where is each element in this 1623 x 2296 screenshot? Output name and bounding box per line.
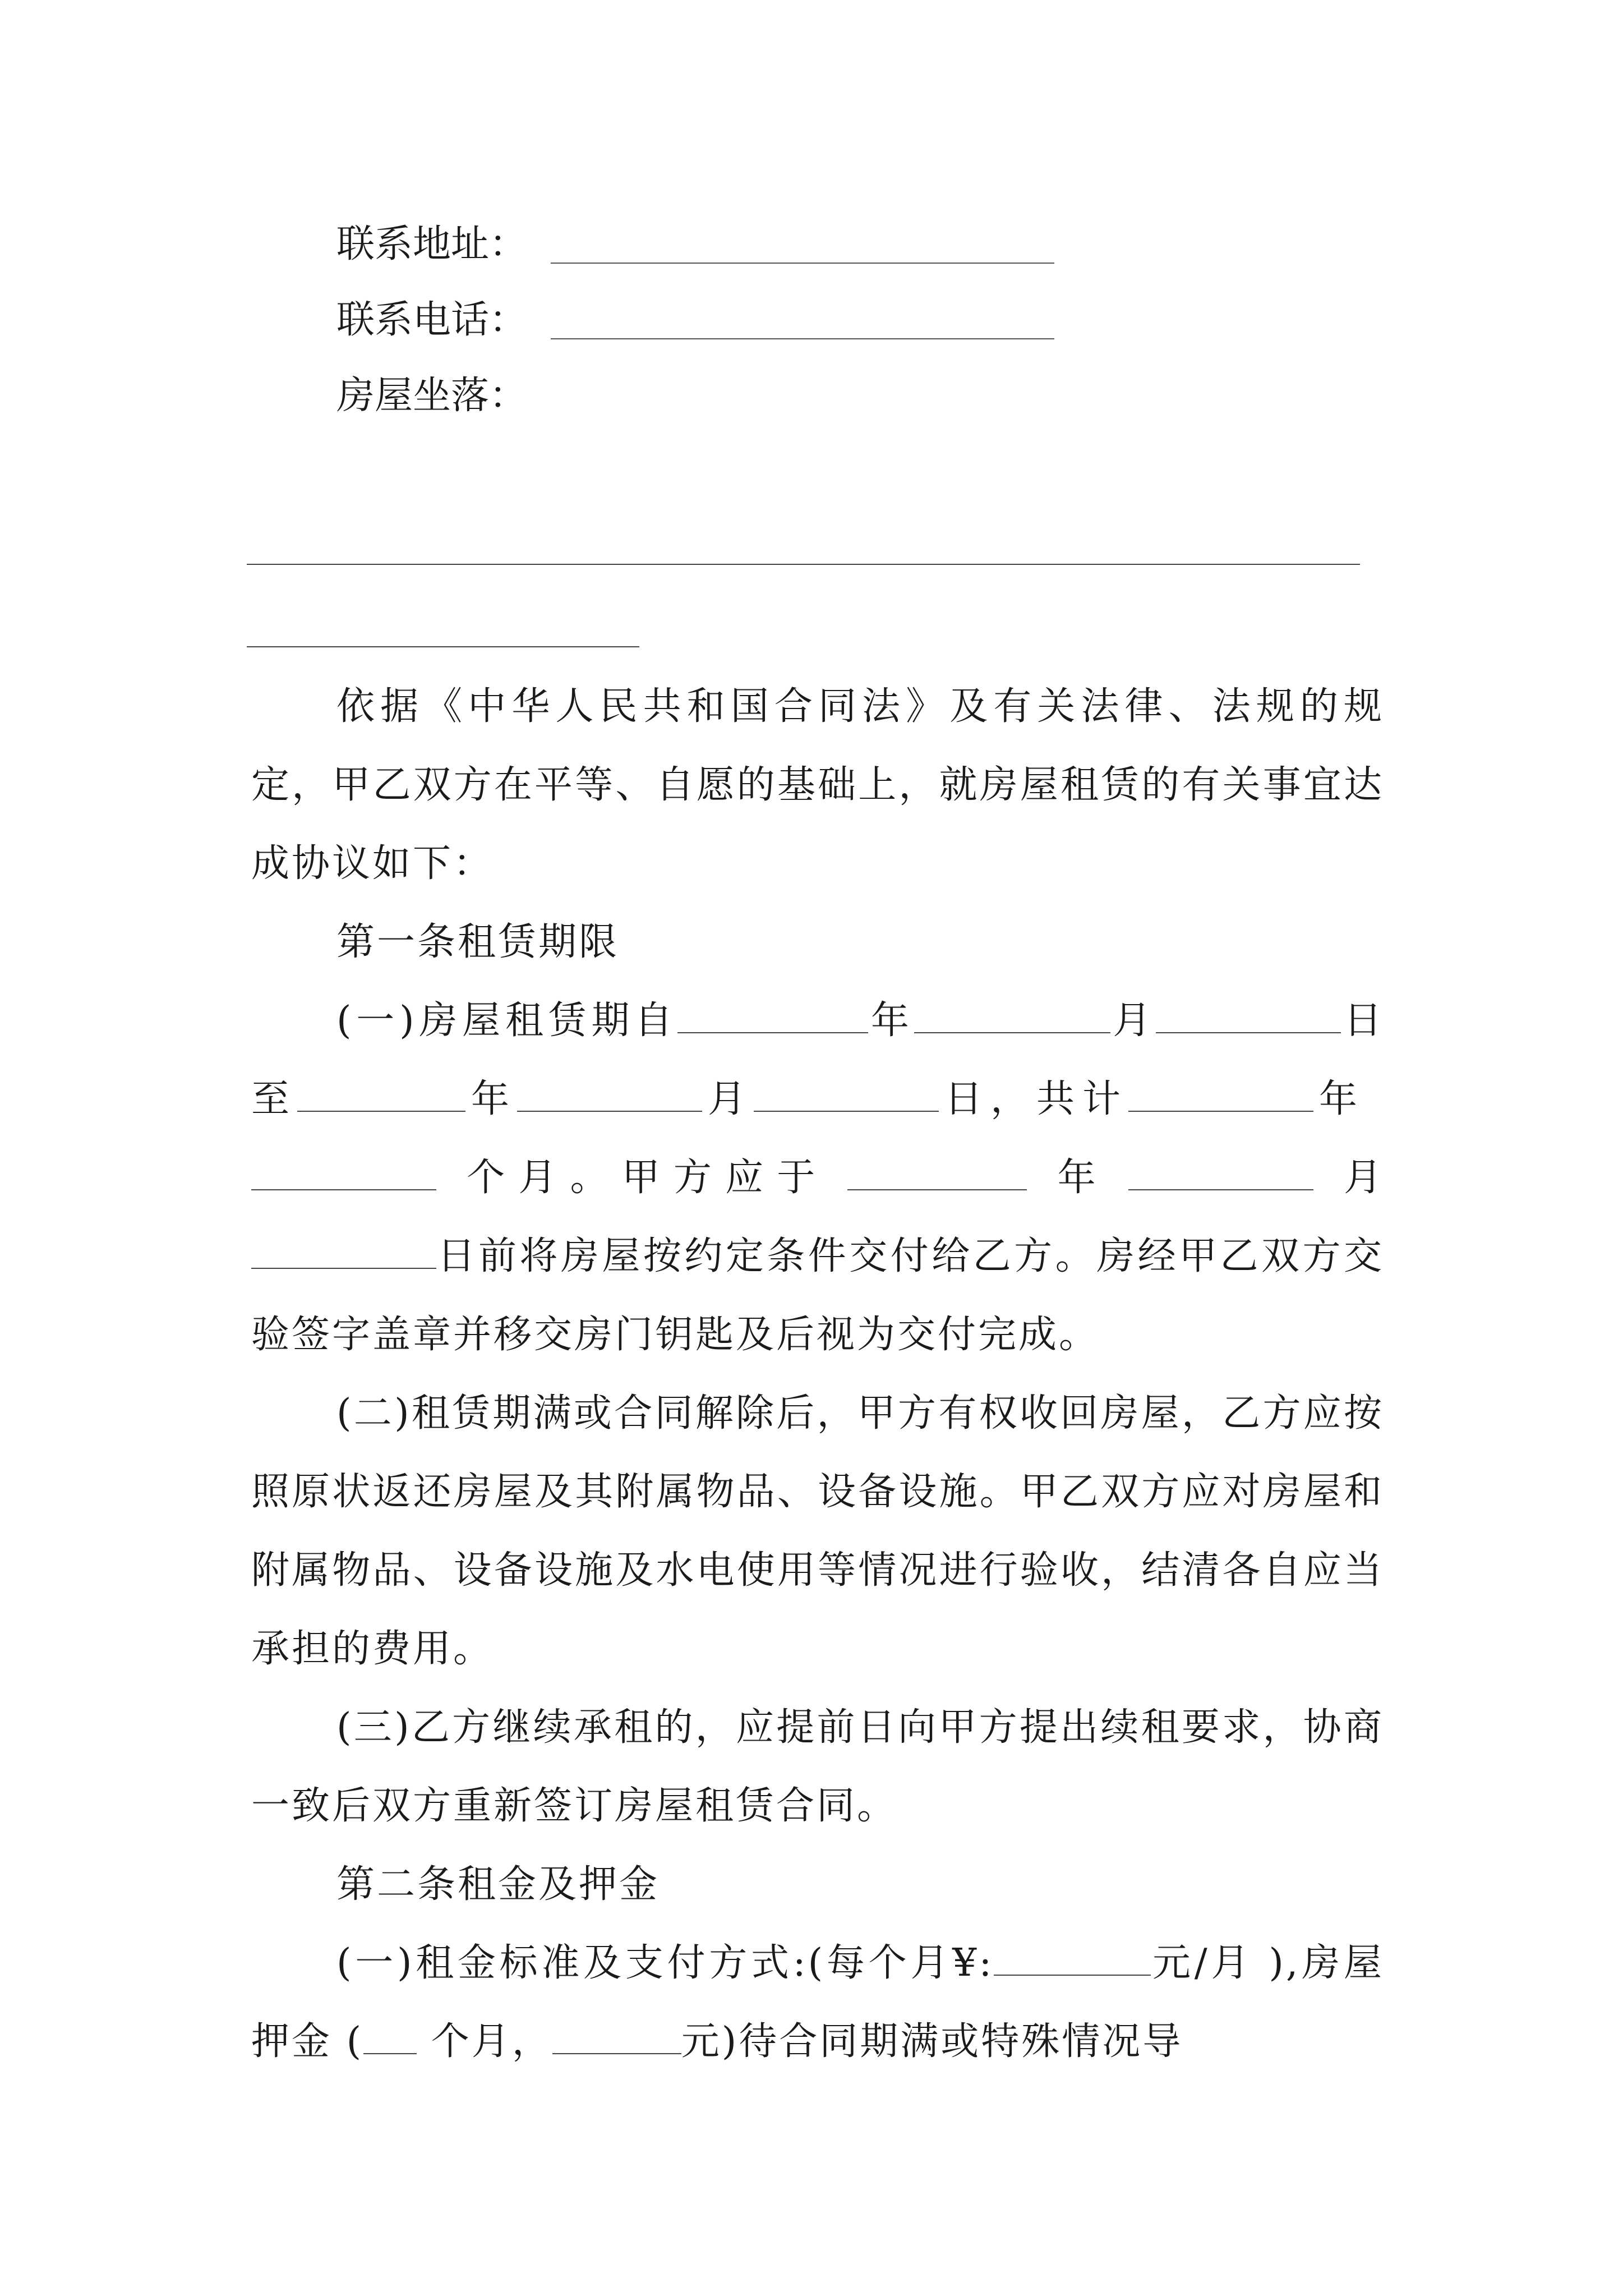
year-text: 年 [1046,1156,1109,1200]
blank [552,2022,681,2054]
article1-title: 第一条租赁期限 [336,920,620,964]
month-text: 月 [1110,999,1156,1043]
month-text: 月 [702,1077,754,1121]
unit-text: 元/月 ), [1151,1941,1301,1985]
year-text: 年 [1313,1077,1365,1121]
blank [994,1943,1151,1976]
blank [297,1079,465,1112]
year-text: 年 [465,1077,517,1121]
year-text: 年 [868,999,914,1043]
months-text: 个月， [417,2019,552,2064]
article1-clause2: (二)租赁期满或合同解除后，甲方有权收回房屋，乙方应按照原状返还房屋及其附属物品、设备设施。甲乙双方应对房屋和附属物品、设备设施及水电使用等情况进行验收，结清各自应当承担的费用。 [251,1391,1384,1671]
article2-clause1 [251,1924,1384,2081]
a2c1-text: (一)租金标准及支付方式:(每个月¥: [336,1941,994,1985]
phone-label: 联系电话： [336,298,528,342]
a1c1-text: (一)房屋租赁期自 [336,999,678,1043]
blank [914,1001,1110,1033]
a1c1-rest: 日前将房屋按约定条件交付给乙方。房经甲乙双方交验签字盖章并移交房门钥匙及后视为交付完成。 [251,1234,1384,1357]
address-label: 联系地址： [336,222,528,266]
intro-paragraph: 依据《中华人民共和国合同法》及有关法律、法规的规定，甲乙双方在平等、自愿的基础上，就房屋租赁的有关事宜达成协议如下： [251,684,1384,886]
article1-clause3: (三)乙方继续承租的，应提前日向甲方提出续租要求，协商一致后双方重新签订房屋租赁合同。 [251,1705,1384,1828]
location-underline-2 [247,646,639,647]
blank [847,1158,1027,1190]
blank [1128,1158,1313,1190]
blank [251,1236,436,1269]
address-underline [551,263,1054,264]
article2-title: 第二条租金及押金 [336,1862,660,1907]
location-underline-1 [247,564,1360,565]
day-text: 日，共计 [939,1077,1128,1121]
yuan-text: 元)待合同期满或特殊情况导 [681,2019,1183,2064]
location-label: 房屋坐落： [336,374,528,418]
day-text: 日至 [251,999,1384,1121]
months-text: 个月。甲方应于 [455,1156,829,1200]
blank [517,1079,702,1112]
blank [677,1001,868,1033]
blank [1128,1079,1313,1112]
article1-clause1 [251,982,1384,1374]
blank [363,2022,417,2054]
month-text: 月 [1332,1156,1384,1200]
deposit-text: 房屋押金 ( [251,1941,1384,2064]
blank [754,1079,939,1112]
blank [1156,1001,1341,1033]
phone-underline [551,338,1054,339]
blank [251,1158,436,1190]
